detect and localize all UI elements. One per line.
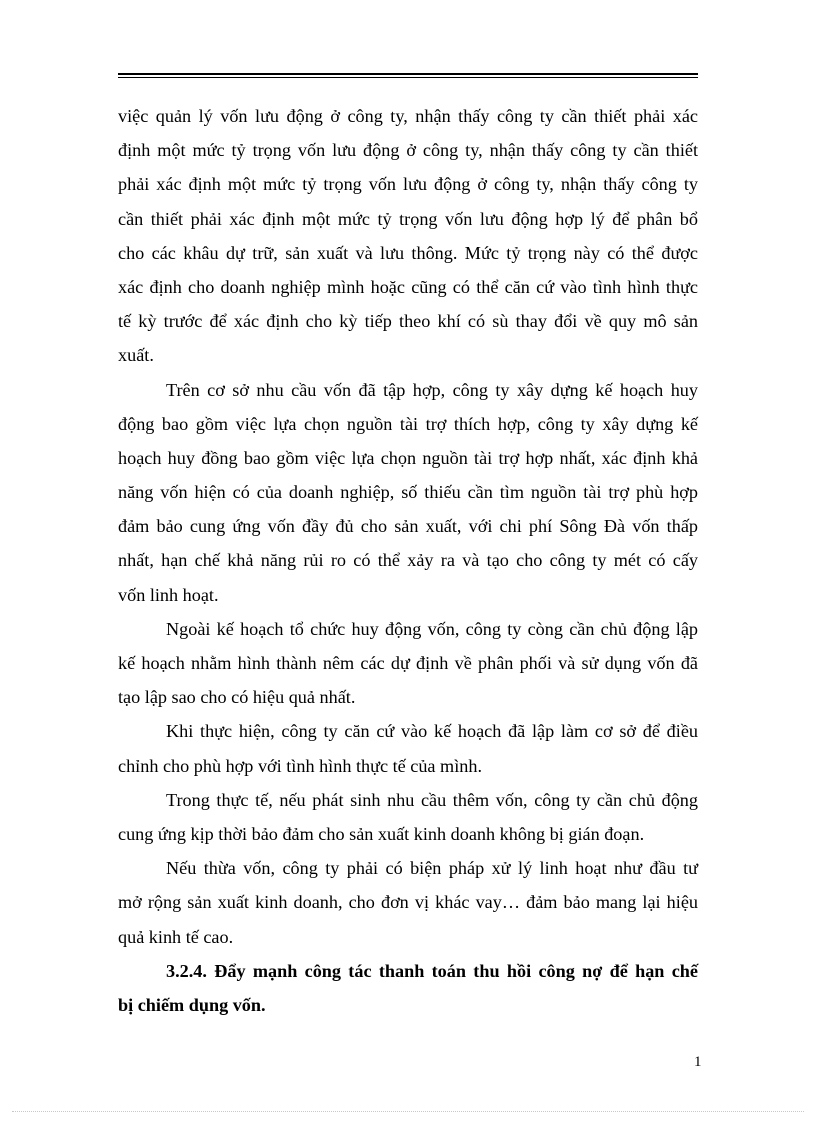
section-heading <box>118 954 698 1022</box>
document-body <box>118 99 698 1022</box>
text-line: nhất, hạn chế khả năng rủi ro có thể xảy ra và tạo cho công ty mét có cấy <box>118 550 698 571</box>
text-line: cần thiết phải xác định một mức tỷ trọng vốn lưu động hợp lý để phân bổ <box>118 208 698 229</box>
text-line: phải xác định một mức tỷ trọng vốn lưu động ở công ty, nhận thấy công ty <box>118 174 698 195</box>
text-line: Trong thực tế, nếu phát sinh nhu cầu thêm vốn, công ty cần chủ động <box>166 789 698 810</box>
text-line: vốn linh hoạt. <box>118 584 219 605</box>
text-line: Ngoài kế hoạch tổ chức huy động vốn, công ty còng cần chủ động lập <box>166 618 698 639</box>
heading-line: 3.2.4. Đẩy mạnh công tác thanh toán thu hồi công nợ để hạn chế <box>166 960 698 981</box>
page-boundary-divider <box>12 1111 804 1112</box>
text-line: kế hoạch nhằm hình thành nêm các dự định về phân phối và sử dụng vốn đã <box>118 653 698 673</box>
text-line: mở rộng sản xuất kinh doanh, cho đơn vị khác vay… đảm bảo mang lại hiệu <box>118 892 698 913</box>
header-rule <box>118 73 698 78</box>
text-line: tạo lập sao cho có hiệu quả nhất. <box>118 687 356 708</box>
body-text <box>118 99 698 954</box>
text-line: cung ứng kịp thời bảo đảm cho sản xuất kinh doanh không bị gián đoạn. <box>118 823 645 844</box>
text-line: Khi thực hiện, công ty căn cứ vào kế hoạch đã lập làm cơ sở để điều <box>166 721 698 742</box>
text-line: năng vốn hiện có của doanh nghiệp, số thiếu cần tìm nguồn tài trợ phù hợp <box>118 482 698 503</box>
text-line: động bao gồm việc lựa chọn nguồn tài trợ thích hợp, công ty xây dựng kế <box>118 413 698 434</box>
text-line: xuất. <box>118 345 154 366</box>
text-line: chỉnh cho phù hợp với tình hình thực tế của mình. <box>118 755 482 776</box>
text-line: Nếu thừa vốn, công ty phải có biện pháp xử lý linh hoạt như đầu tư <box>166 858 698 879</box>
text-line: việc quản lý vốn lưu động ở công ty, nhận thấy công ty cần thiết phải xác <box>118 106 698 126</box>
text-line: tế kỳ trước để xác định cho kỳ tiếp theo khí có sù thay đổi về quy mô sản <box>118 311 698 332</box>
text-line: đảm bảo cung ứng vốn đầy đủ cho sản xuất, với chi phí Sông Đà vốn thấp <box>118 516 698 537</box>
text-line: quả kinh tế cao. <box>118 926 234 947</box>
text-line: định một mức tỷ trọng vốn lưu động ở công ty, nhận thấy công ty cần thiết <box>118 140 698 161</box>
text-line: xác định cho doanh nghiệp mình hoặc cũng có thể căn cứ vào tình hình thực <box>118 276 698 297</box>
text-line: cho các khâu dự trữ, sản xuất và lưu thông. Mức tỷ trọng này có thể được <box>118 242 698 263</box>
heading-line: bị chiếm dụng vốn. <box>118 994 266 1015</box>
page-number: 1 <box>694 1054 702 1070</box>
text-line: hoạch huy đồng bao gồm việc lựa chọn nguồn tài trợ hợp nhất, xác định khả <box>118 447 698 468</box>
text-line: Trên cơ sở nhu cầu vốn đã tập hợp, công ty xây dựng kế hoạch huy <box>166 379 698 400</box>
